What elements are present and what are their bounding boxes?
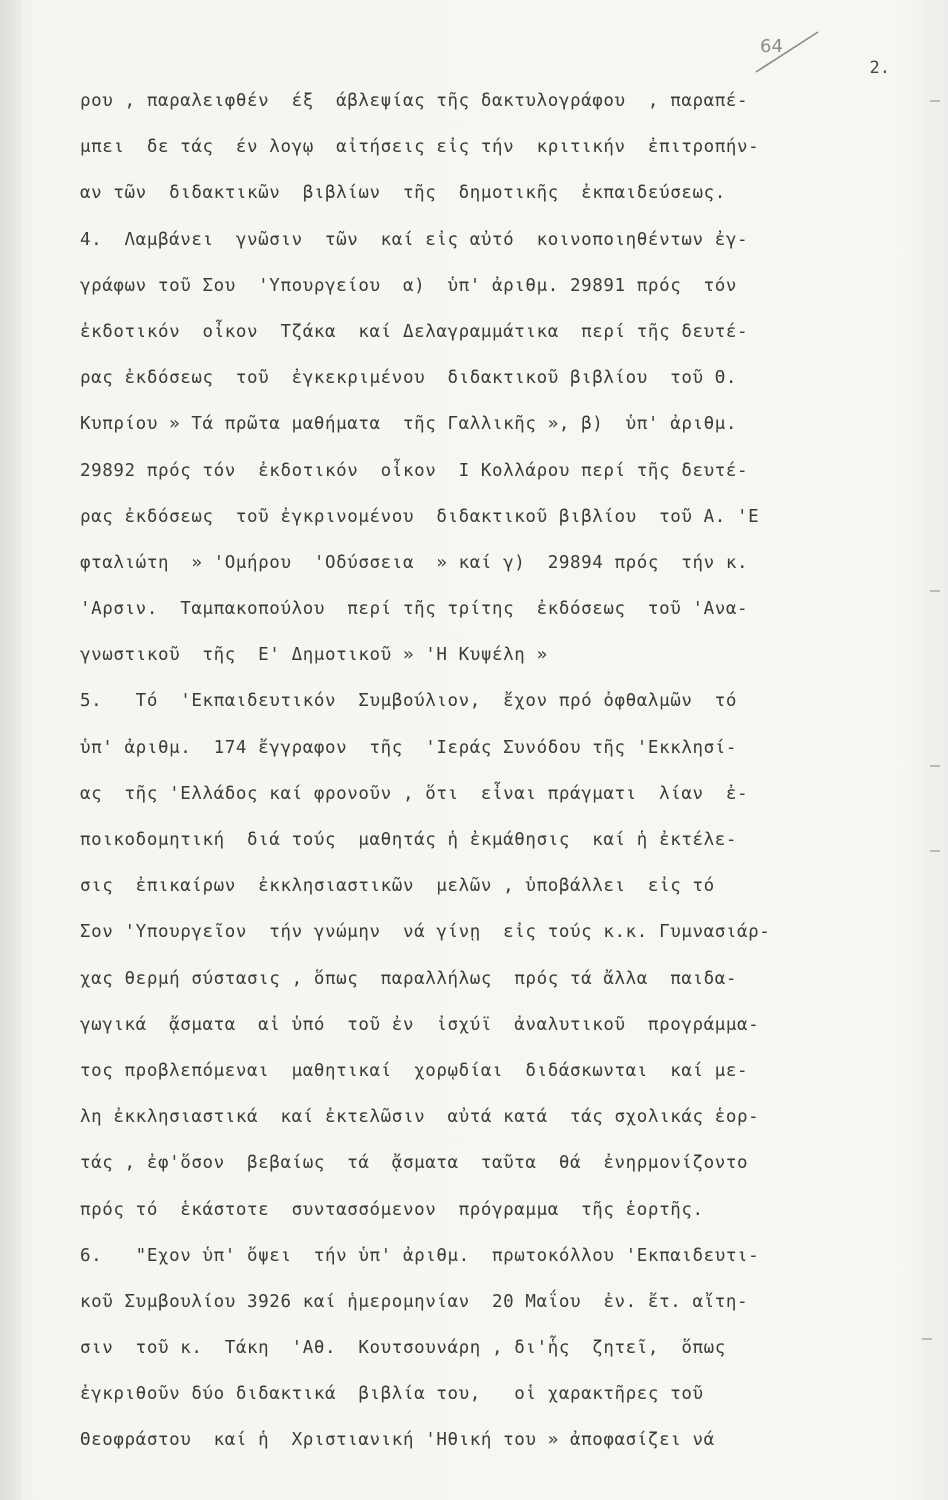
text-line: ποικοδομητική διά τούς μαθητάς ἡ ἐκμάθησις καί ἡ ἐκτέλε- (80, 830, 738, 850)
text-line: 29892 πρός τόν ἐκδοτικόν οἶκον Ι Κολλάρου περί τῆς δευτέ- (80, 460, 749, 481)
text-line: γωγικά ᾄσματα αἱ ὑπό τοῦ ἐν ἰσχύϊ ἀναλυτικοῦ προγράμμα- (80, 1014, 760, 1035)
margin-tick (930, 590, 940, 592)
text-line: 6. "Εχον ὑπ' ὄψει τήν ὑπ' ἀριθμ. πρωτοκόλλου 'Εκπαιδευτι- (80, 1245, 760, 1266)
text-line: λη ἐκκλησιαστικά καί ἐκτελῶσιν αὐτά κατά τάς σχολικάς ἑορ- (80, 1107, 760, 1128)
text-line: ρου , παραλειφθέν έξ άβλεψίας τῆς δακτυλογράφου , παραπέ- (80, 91, 749, 111)
pencil-annotation (752, 26, 822, 76)
scan-edge-shadow (0, 0, 22, 1500)
text-line: Θεοφράστου καί ἡ Χριστιανική 'Ηθική του » ἀποφασίζει νά (80, 1430, 715, 1451)
text-line: ἐγκριθοῦν δύο διδακτικά βιβλία του, οἱ χαρακτῆρες τοῦ (80, 1384, 704, 1405)
text-line: τος προβλεπόμεναι μαθητικαί χορῳδίαι διδάσκωνται καί με- (80, 1060, 749, 1081)
text-line: 5. Τό 'Εκπαιδευτικόν Συμβούλιον, ἔχον πρό ὀφθαλμῶν τό (80, 691, 738, 712)
text-line: Κυπρίου » Τά πρῶτα μαθήματα τῆς Γαλλικῆς », β) ὑπ' ἀριθμ. (80, 414, 738, 435)
text-line: γράφων τοῦ Σου 'Υπουργείου α) ὑπ' ἀριθμ. 29891 πρός τόν (80, 275, 738, 296)
text-line: χας θερμή σύστασις , ὅπως παραλλήλως πρός τά ἄλλα παιδα- (80, 968, 738, 989)
text-line: κοῦ Συμβουλίου 3926 καί ἡμερομηνίαν 20 Μαΐου ἐν. ἔτ. αἴτη- (80, 1291, 749, 1312)
text-line: αν τῶν διδακτικῶν βιβλίων τῆς δημοτικῆς ἐκπαιδεύσεως. (80, 183, 726, 204)
margin-tick (922, 1338, 932, 1340)
text-line: ὑπ' ἀριθμ. 174 ἔγγραφον τῆς 'Ιεράς Συνόδου τῆς 'Εκκλησί- (80, 737, 738, 758)
typed-text-body (80, 78, 920, 1464)
text-line: γνωστικοῦ τῆς Ε' Δημοτικοῦ » 'Η Κυψέλη » (80, 645, 548, 666)
text-line: τάς , ἐφ'ὅσον βεβαίως τά ᾄσματα ταῦτα θά ἐνηρμονίζοντο (80, 1153, 749, 1174)
page-number: 2. (869, 58, 890, 78)
text-line: φταλιώτη » 'Ομήρου 'Οδύσσεια » καί γ) 29894 πρός τήν κ. (80, 552, 749, 573)
margin-tick (930, 765, 940, 767)
margin-tick (930, 100, 940, 102)
text-line: ρας ἐκδόσεως τοῦ ἐγκεκριμένου διδακτικοῦ βιβλίου τοῦ Θ. (80, 368, 738, 389)
text-line: ἐκδοτικόν οἶκον Τζάκα καί Δελαγραμμάτικα περί τῆς δευτέ- (80, 321, 749, 342)
text-line: ας τῆς 'Ελλάδος καί φρονοῦν , ὅτι εἶναι πράγματι λίαν ἐ- (80, 783, 749, 804)
text-line: πρός τό ἑκάστοτε συντασσόμενον πρόγραμμα τῆς ἑορτῆς. (80, 1199, 704, 1220)
text-line: Σον 'Υπουργεῖον τήν γνώμην νά γίνῃ εἰς τούς κ.κ. Γυμνασιάρ- (80, 922, 771, 943)
text-line: 'Αρσιν. Ταμπακοπούλου περί τῆς τρίτης ἐκδόσεως τοῦ 'Ανα- (80, 599, 749, 620)
margin-tick (930, 850, 940, 852)
text-line: ρας ἐκδόσεως τοῦ ἐγκρινομένου διδακτικοῦ βιβλίου τοῦ Α. 'Ε (80, 506, 760, 527)
pencil-note: 64 (760, 36, 783, 57)
text-line: μπει δε τάς έν λογῳ αἰτήσεις εἰς τήν κριτικήν ἐπιτροπήν- (80, 137, 760, 158)
text-line: 4. Λαμβάνει γνῶσιν τῶν καί εἰς αὐτό κοινοποιηθέντων ἐγ- (80, 229, 749, 250)
text-line: σις ἐπικαίρων ἐκκλησιαστικῶν μελῶν , ὑποβάλλει εἰς τό (80, 876, 715, 897)
text-line: σιν τοῦ κ. Τάκη 'Αθ. Κουτσουνάρη , δι'ἧς ζητεῖ, ὅπως (80, 1338, 726, 1359)
